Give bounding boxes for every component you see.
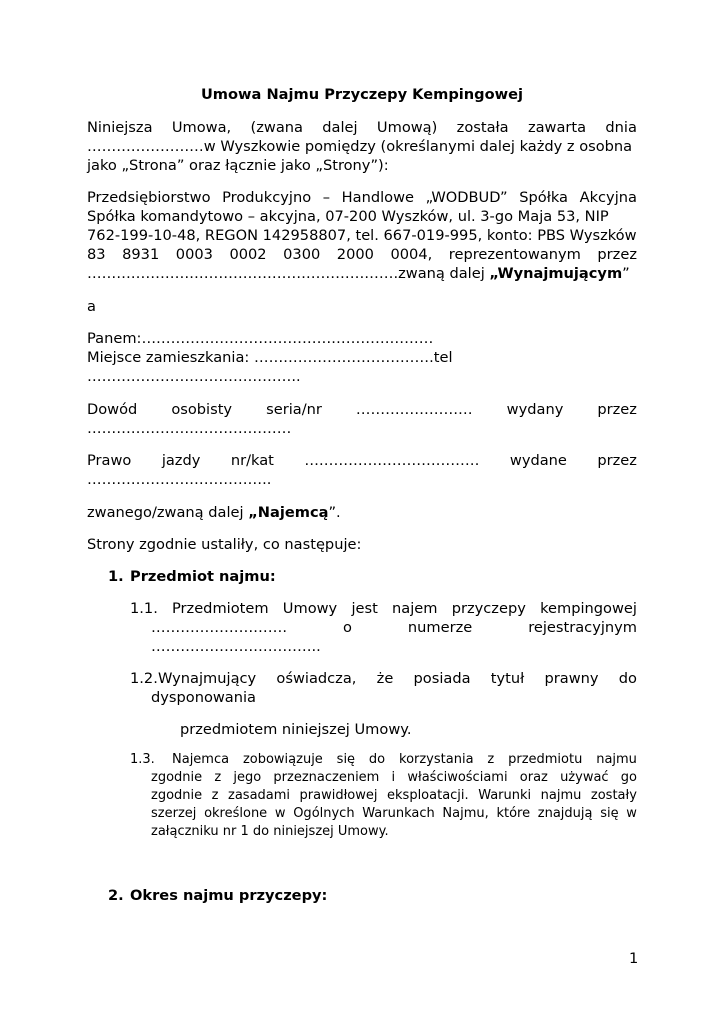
word: 0004, bbox=[390, 246, 433, 263]
word: Najmu, bbox=[442, 806, 489, 821]
wynajmujacy-label: „Wynajmującym bbox=[489, 265, 623, 282]
word: numerze bbox=[407, 619, 473, 636]
word: oświadcza, bbox=[276, 670, 357, 687]
company-line-5-prefix: ……………………………………………………….zwaną dalej bbox=[87, 265, 490, 282]
word: (zwana bbox=[250, 119, 303, 136]
p11-number: 1.1. bbox=[130, 600, 158, 617]
word: 8931 bbox=[122, 246, 160, 263]
word: szerzej bbox=[151, 806, 197, 821]
word: Najemca bbox=[172, 752, 230, 767]
company-line-5-suffix: ” bbox=[622, 265, 630, 282]
word: zasadami bbox=[228, 788, 291, 803]
word: dalej bbox=[322, 119, 358, 136]
word: używać bbox=[560, 770, 609, 785]
word: …………………… bbox=[355, 401, 473, 418]
word: w bbox=[626, 806, 637, 821]
word: prawny bbox=[544, 670, 599, 687]
company-line-2: Spółka komandytowo – akcyjna, 07-200 Wyszków, ul. 3-go Maja 53, NIP bbox=[87, 208, 609, 225]
word: jazdy bbox=[161, 452, 201, 469]
word: Niniejsza bbox=[87, 119, 153, 136]
company-line-3: 762-199-10-48, REGON 142958807, tel. 667-019-995, konto: PBS Wyszków bbox=[87, 227, 637, 244]
word: została bbox=[456, 119, 509, 136]
license-line-2: ……………………………….. bbox=[87, 471, 272, 488]
word: Przedmiotem bbox=[172, 600, 269, 617]
p13-line-3 bbox=[151, 787, 637, 805]
word: zobowiązuje bbox=[242, 752, 323, 767]
word: przedmiotu bbox=[508, 752, 583, 767]
word: seria/nr bbox=[266, 401, 322, 418]
word: ………………………. bbox=[151, 619, 287, 636]
p12-line-1 bbox=[158, 669, 637, 688]
word: najmu bbox=[596, 752, 637, 767]
word: 0002 bbox=[229, 246, 267, 263]
word: tytuł bbox=[490, 670, 525, 687]
word: wydany bbox=[506, 401, 564, 418]
conjunction: a bbox=[87, 298, 96, 315]
word: osobisty bbox=[171, 401, 233, 418]
word: Spółka bbox=[519, 189, 568, 206]
intro-line-3: jako „Strona” oraz łącznie jako „Strony”): bbox=[87, 157, 389, 174]
word: reprezentowanym bbox=[448, 246, 581, 263]
najemca-line bbox=[87, 503, 341, 522]
word: znajdują bbox=[537, 806, 593, 821]
word: które bbox=[496, 806, 531, 821]
word: się bbox=[336, 752, 356, 767]
word: z bbox=[211, 788, 219, 803]
company-line-5 bbox=[87, 264, 630, 283]
word: – bbox=[322, 189, 331, 206]
word: Warunkach bbox=[362, 806, 435, 821]
company-line-4 bbox=[87, 245, 637, 264]
word: 2000 bbox=[336, 246, 374, 263]
word: przez bbox=[597, 246, 637, 263]
tenant-phone-line: …………………………………….. bbox=[87, 368, 301, 385]
section-2-number: 2. bbox=[108, 887, 124, 904]
word: o bbox=[342, 619, 352, 636]
word: jest bbox=[351, 600, 378, 617]
p12-line-2: dysponowania bbox=[151, 689, 256, 706]
agreed-line: Strony zgodnie ustaliły, co następuje: bbox=[87, 536, 362, 553]
section-1-number: 1. bbox=[108, 568, 124, 585]
word: korzystania bbox=[399, 752, 474, 767]
word: zawarta bbox=[527, 119, 587, 136]
word: Dowód bbox=[87, 401, 138, 418]
word: Ogólnych bbox=[293, 806, 355, 821]
word: zgodnie bbox=[151, 788, 203, 803]
tenant-name-line: Panem:…………………………………………………… bbox=[87, 330, 434, 347]
word: do bbox=[618, 670, 637, 687]
p13-line-2 bbox=[151, 769, 637, 787]
word: Umowy bbox=[282, 600, 338, 617]
intro-line-2: ……………………w Wyszkowie pomiędzy (określanymi dalej każdy z osobna bbox=[87, 138, 633, 155]
word: 83 bbox=[87, 246, 106, 263]
p13-line-5: załączniku nr 1 do niniejszej Umowy. bbox=[151, 824, 389, 839]
word: 0003 bbox=[175, 246, 213, 263]
p11-line-3: …………………………….. bbox=[151, 638, 321, 655]
word: wydane bbox=[509, 452, 567, 469]
page-number: 1 bbox=[629, 950, 639, 967]
word: do bbox=[368, 752, 386, 767]
word: rejestracyjnym bbox=[528, 619, 637, 636]
word: dnia bbox=[605, 119, 637, 136]
tenant-residence-line: Miejsce zamieszkania: ……………………………….tel bbox=[87, 349, 453, 366]
word: Przedsiębiorstwo bbox=[87, 189, 211, 206]
p11-line-2 bbox=[151, 618, 637, 637]
word: go bbox=[620, 770, 637, 785]
word: Handlowe bbox=[341, 189, 414, 206]
word: przez bbox=[597, 401, 637, 418]
word: Produkcyjno bbox=[222, 189, 312, 206]
p13-line-4 bbox=[151, 805, 637, 823]
p12-number: 1.2. bbox=[130, 670, 158, 687]
word: Prawo bbox=[87, 452, 132, 469]
word: w bbox=[274, 806, 286, 821]
p11-line-1 bbox=[172, 599, 637, 618]
word: właściwościami bbox=[407, 770, 508, 785]
najemca-label: „Najemcą bbox=[248, 504, 329, 521]
word: przyczepy bbox=[451, 600, 526, 617]
word: przeznaczeniem bbox=[273, 770, 380, 785]
word: kempingowej bbox=[540, 600, 637, 617]
word: zostały bbox=[590, 788, 637, 803]
word: że bbox=[376, 670, 394, 687]
word: Umowa, bbox=[171, 119, 232, 136]
word: najmu bbox=[540, 788, 582, 803]
najemca-prefix: zwanego/zwaną dalej bbox=[87, 504, 249, 521]
word: eksploatacji. bbox=[387, 788, 469, 803]
word: się bbox=[600, 806, 619, 821]
word: nr/kat bbox=[230, 452, 274, 469]
document-title: Umowa Najmu Przyczepy Kempingowej bbox=[200, 86, 524, 103]
company-line-1 bbox=[87, 188, 637, 207]
license-line-1 bbox=[87, 451, 637, 470]
word: z bbox=[487, 752, 495, 767]
word: Warunki bbox=[478, 788, 532, 803]
section-1-heading: Przedmiot najmu: bbox=[130, 568, 276, 585]
word: ……………………………… bbox=[304, 452, 480, 469]
najemca-suffix: ”. bbox=[328, 504, 341, 521]
word: Umową) bbox=[376, 119, 438, 136]
p13-number: 1.3. bbox=[130, 752, 155, 767]
section-2-heading: Okres najmu przyczepy: bbox=[130, 887, 328, 904]
word: i bbox=[391, 770, 396, 785]
word: najem bbox=[392, 600, 438, 617]
word: oraz bbox=[519, 770, 548, 785]
word: jego bbox=[233, 770, 262, 785]
word: prawidłowej bbox=[299, 788, 378, 803]
word: „WODBUD” bbox=[425, 189, 508, 206]
intro-line-1 bbox=[87, 118, 637, 137]
word: przez bbox=[597, 452, 637, 469]
word: z bbox=[214, 770, 222, 785]
word: Wynajmujący bbox=[158, 670, 257, 687]
word: Akcyjna bbox=[579, 189, 637, 206]
p12-line-3: przedmiotem niniejszej Umowy. bbox=[180, 721, 412, 738]
word: określone bbox=[204, 806, 268, 821]
id-line-2: …………………………………… bbox=[87, 420, 292, 437]
word: posiada bbox=[413, 670, 471, 687]
word: 0300 bbox=[283, 246, 321, 263]
word: zgodnie bbox=[151, 770, 203, 785]
p13-line-1 bbox=[172, 751, 637, 769]
id-line-1 bbox=[87, 400, 637, 419]
